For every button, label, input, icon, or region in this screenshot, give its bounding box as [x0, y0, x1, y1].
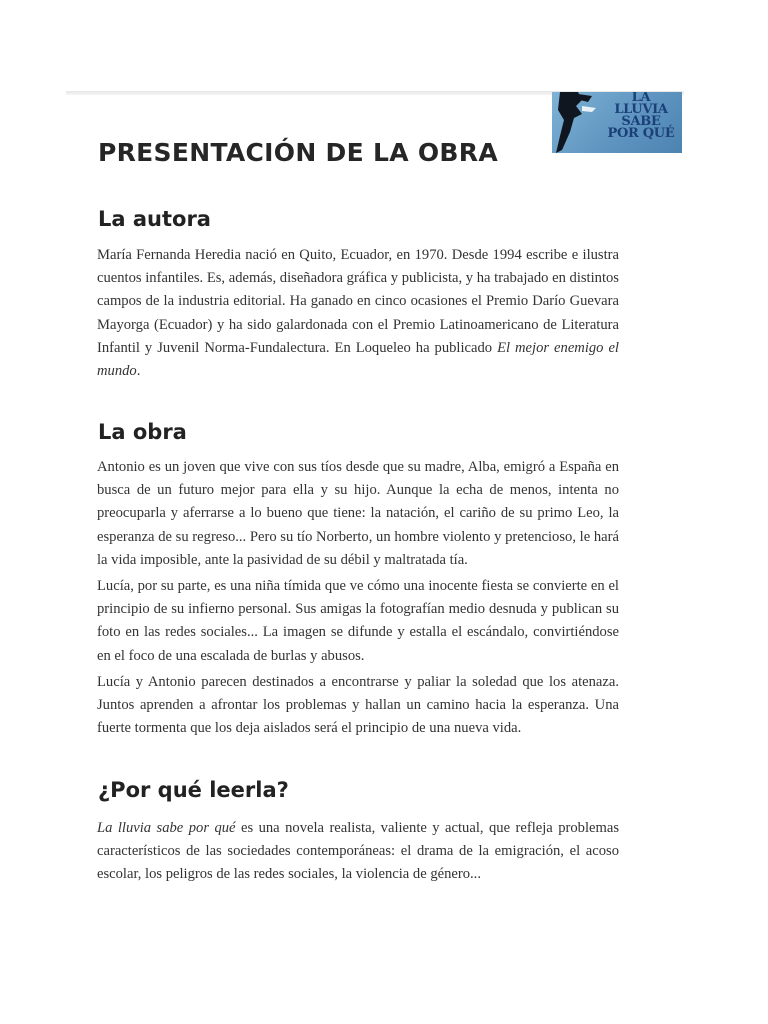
work-paragraph-3: Lucía y Antonio parecen destinados a encontrarse y paliar la soledad que los atenaza. Juntos aprenden a afrontar los problemas y hallan un camino hacia la esperanza. Una fuerte tormenta que los deja aislados será el principio de una nueva vida.: [97, 674, 619, 737]
work-paragraph-1: Antonio es un joven que vive con sus tíos desde que su madre, Alba, emigró a España en busca de un futuro mejor para ella y su hijo. Aunque la echa de menos, intenta no preocuparla y aferrarse a lo bueno que tiene: la natación, el cariño de su primo Leo, la esperanza de su regreso... Pero su tío Norberto, un hombre violento y pretencioso, le hará la vida imposible, ante la pasividad de su débil y maltratada tía.: [97, 459, 619, 568]
cover-title: [602, 92, 680, 140]
author-book-title: El mejor enemigo el mundo: [97, 339, 619, 380]
why-book-title: La lluvia sabe por qué: [97, 820, 236, 836]
book-cover-thumbnail: [552, 92, 682, 153]
author-text-end: .: [136, 363, 141, 380]
why-text: es una novela realista, valiente y actual, que refleja problemas característicos de las sociedades contemporáneas: el drama de la emigración, el acoso escolar, los peligros de las redes sociales, la violencia de género...: [97, 820, 619, 883]
cover-title-line: POR QUÉ: [607, 126, 675, 141]
cover-title-line: SABE: [621, 114, 661, 129]
cover-title-line: LA: [631, 92, 651, 105]
cover-title-line: LLUVIA: [614, 102, 668, 117]
author-text: María Fernanda Heredia nació en Quito, Ecuador, en 1970. Desde 1994 escribe e ilustra cuentos infantiles. Es, además, diseñadora gráfica y publicista, y ha trabajado en distintos campos de la industria editorial. Ha ganado en cinco ocasiones el Premio Darío Guevara Mayorga (Ecuador) y ha sido galardonada con el Premio Latinoamericano de Literatura Infantil y Juvenil Norma-Fundalectura. En Loqueleo ha publicado: [97, 247, 619, 356]
why-paragraph: [97, 817, 619, 887]
author-paragraph: [97, 244, 619, 383]
work-heading: La obra: [98, 420, 187, 444]
why-heading: ¿Por qué leerla?: [98, 778, 289, 802]
work-paragraph-2: Lucía, por su parte, es una niña tímida que ve cómo una inocente fiesta se convierte en el principio de su infierno personal. Sus amigas la fotografían medio desnuda y publican su foto en las redes sociales... La imagen se difunde y estalla el escándalo, convirtiéndose en el foco de una escalada de burlas y abusos.: [97, 578, 619, 664]
author-heading: La autora: [98, 207, 211, 231]
page-title: PRESENTACIÓN DE LA OBRA: [98, 138, 498, 167]
